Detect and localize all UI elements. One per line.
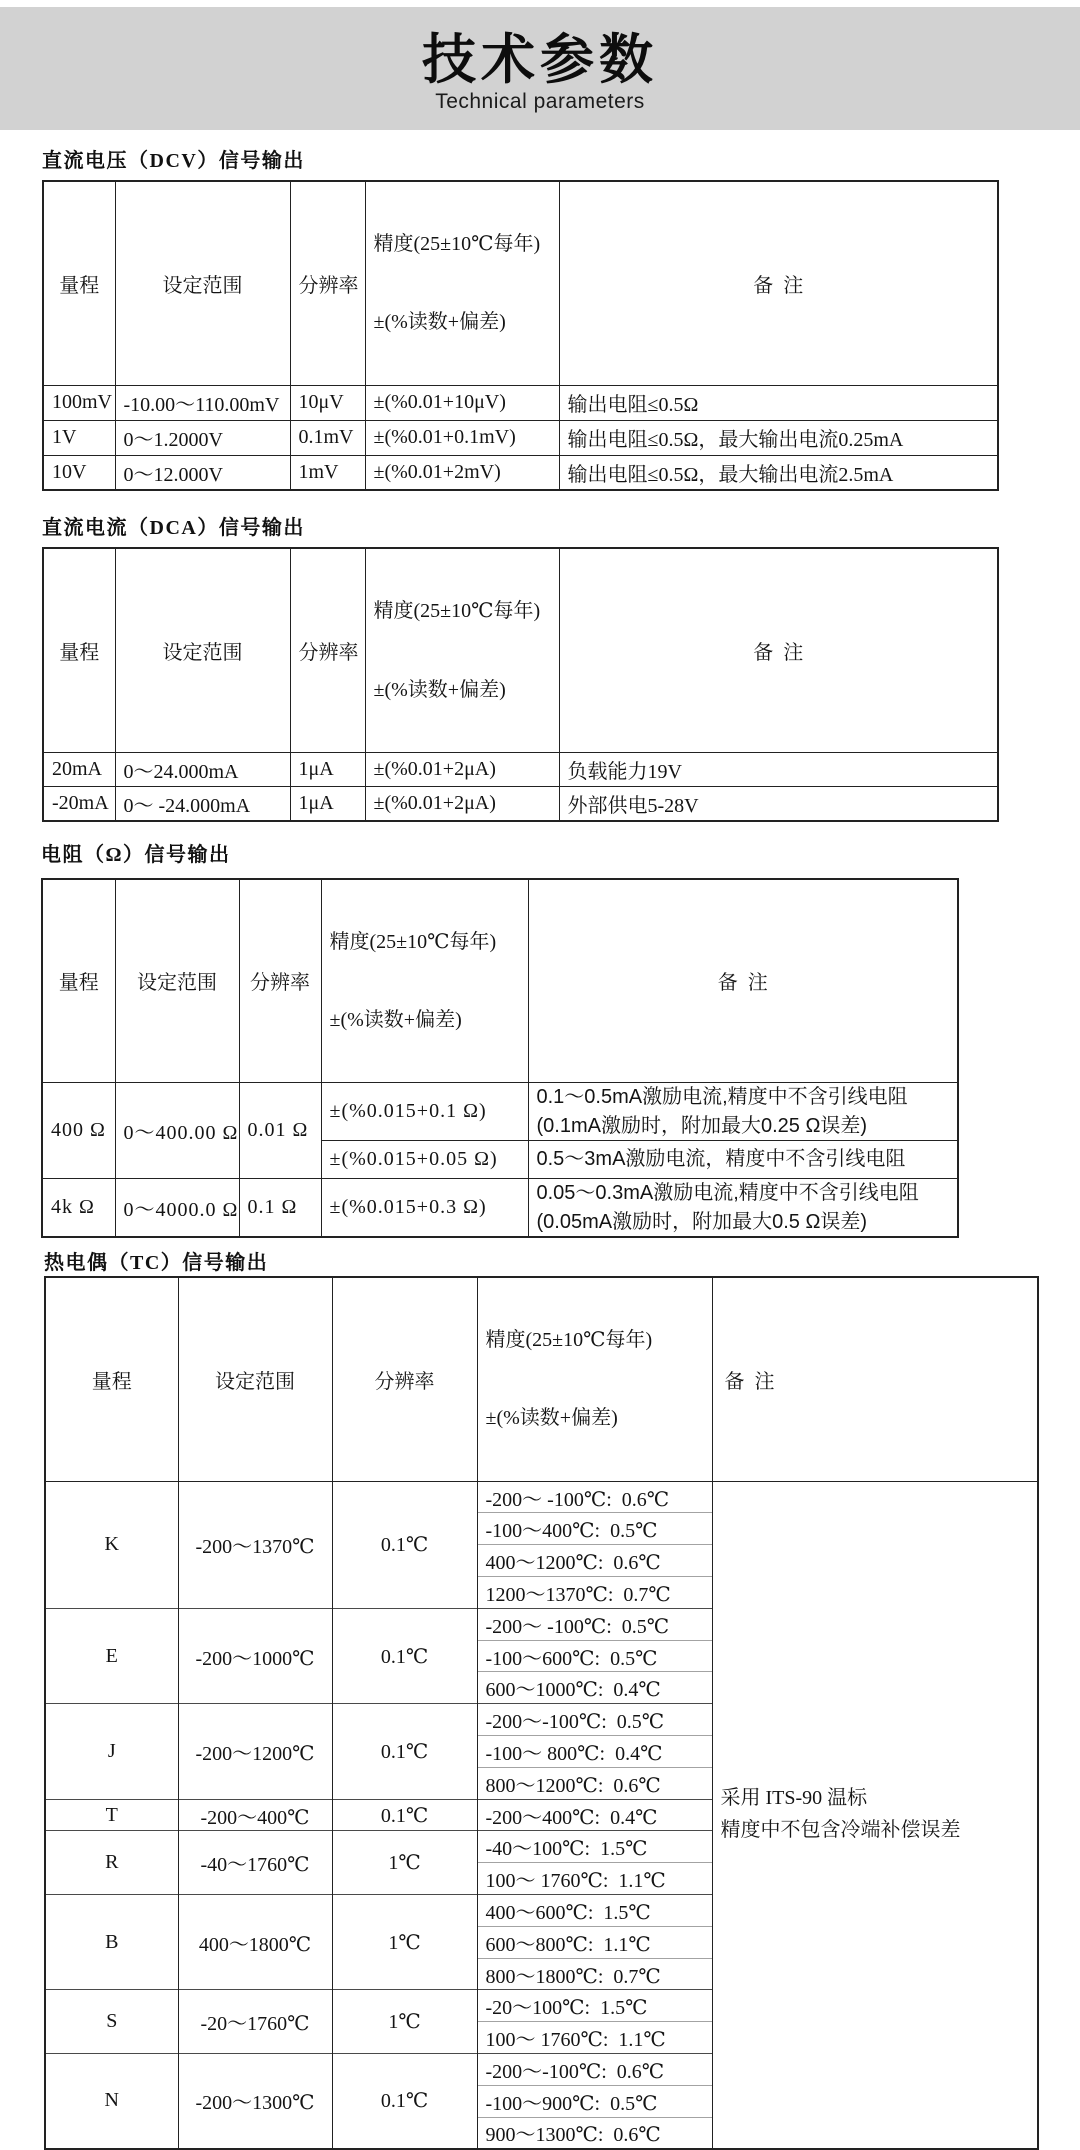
cell-range: E [45, 1608, 178, 1703]
cell-resolution: 0.1 Ω [239, 1179, 321, 1237]
cell-resolution: 0.1℃ [332, 1799, 477, 1831]
cell-accuracy: 800～1200℃: 0.6℃ [477, 1767, 712, 1799]
cell-accuracy: -200～ -100℃: 0.5℃ [477, 1608, 712, 1640]
cell-remark: 外部供电5-28V [559, 787, 998, 821]
col-header-remark: 备 注 [712, 1277, 1038, 1481]
cell-remark: 输出电阻≤0.5Ω，最大输出电流2.5mA [559, 455, 998, 490]
cell-accuracy: ±(%0.015+0.1 Ω) [321, 1083, 528, 1141]
cell-range: -20mA [43, 787, 115, 821]
cell-set-range: -10.00～110.00mV [115, 385, 290, 420]
cell-remark: 0.5～3mA激励电流，精度中不含引线电阻 [528, 1141, 958, 1179]
cell-range: 10V [43, 455, 115, 490]
cell-accuracy: ±(%0.015+0.3 Ω) [321, 1179, 528, 1237]
ohm-table [41, 878, 959, 1238]
col-header-accuracy [365, 181, 559, 385]
table-row [43, 787, 998, 821]
page-subtitle: Technical parameters [435, 90, 645, 113]
cell-remark: 输出电阻≤0.5Ω [559, 385, 998, 420]
col-header-range: 量程 [42, 879, 115, 1083]
col-header-set-range: 设定范围 [115, 181, 290, 385]
table-row [43, 753, 998, 787]
table-row [42, 1179, 958, 1237]
cell-range: 100mV [43, 385, 115, 420]
cell-accuracy: -100～600℃: 0.5℃ [477, 1640, 712, 1672]
cell-set-range: -200～1200℃ [178, 1704, 332, 1799]
section-heading-tc: 热电偶（TC）信号输出 [44, 1251, 269, 1274]
cell-remark: 0.05～0.3mA激励电流,精度中不含引线电阻 (0.05mA激励时，附加最大0.5 Ω误差) [528, 1179, 958, 1237]
cell-range: N [45, 2054, 178, 2149]
cell-accuracy: 400～600℃: 1.5℃ [477, 1895, 712, 1927]
cell-resolution: 0.01 Ω [239, 1083, 321, 1179]
cell-set-range: -20～1760℃ [178, 1990, 332, 2054]
cell-range: S [45, 1990, 178, 2054]
cell-accuracy: -100～ 800℃: 0.4℃ [477, 1736, 712, 1768]
cell-resolution: 1μA [290, 753, 365, 787]
cell-range: 20mA [43, 753, 115, 787]
col-header-remark: 备 注 [528, 879, 958, 1083]
cell-set-range: -200～1300℃ [178, 2054, 332, 2149]
table-row [43, 420, 998, 455]
header-row [43, 548, 998, 752]
cell-remark: 采用 ITS-90 温标 精度中不包含冷端补偿误差 [712, 1481, 1038, 2149]
col-header-set-range: 设定范围 [115, 879, 239, 1083]
cell-accuracy: -200～ -100℃: 0.6℃ [477, 1481, 712, 1513]
table-row [43, 455, 998, 490]
header-row [42, 879, 958, 1083]
cell-resolution: 1℃ [332, 1895, 477, 1990]
cell-range: 400 Ω [42, 1083, 115, 1179]
cell-resolution: 0.1℃ [332, 1704, 477, 1799]
col-header-range: 量程 [45, 1277, 178, 1481]
accuracy-header-line2: ±(%读数+偏差) [373, 311, 506, 334]
col-header-range: 量程 [43, 548, 115, 752]
col-header-resolution: 分辨率 [239, 879, 321, 1083]
cell-accuracy: ±(%0.01+2μA) [365, 787, 559, 821]
cell-accuracy: ±(%0.015+0.05 Ω) [321, 1141, 528, 1179]
cell-range: 4k Ω [42, 1179, 115, 1237]
cell-accuracy: -200～400℃: 0.4℃ [477, 1799, 712, 1831]
section-heading-dca: 直流电流（DCA）信号输出 [42, 517, 305, 540]
cell-range: B [45, 1895, 178, 1990]
accuracy-header-line2: ±(%读数+偏差) [485, 1407, 618, 1430]
accuracy-header-line1: 精度(25±10℃每年) [373, 233, 541, 255]
cell-accuracy: ±(%0.01+10μV) [365, 385, 559, 420]
table-row [43, 385, 998, 420]
accuracy-header-line1: 精度(25±10℃每年) [329, 930, 497, 953]
accuracy-header-line2: ±(%读数+偏差) [373, 678, 506, 701]
cell-accuracy: 600～800℃: 1.1℃ [477, 1926, 712, 1958]
cell-set-range: -200～1370℃ [178, 1481, 332, 1608]
col-header-accuracy [365, 548, 559, 752]
cell-accuracy: 400～1200℃: 0.6℃ [477, 1545, 712, 1577]
accuracy-header-line1: 精度(25±10℃每年) [485, 1328, 653, 1351]
table-row [45, 1481, 1038, 1513]
col-header-resolution: 分辨率 [290, 548, 365, 752]
col-header-accuracy [477, 1277, 712, 1481]
tc-table [44, 1276, 1039, 2150]
cell-accuracy: -200～-100℃: 0.6℃ [477, 2054, 712, 2086]
cell-set-range: 0～24.000mA [115, 753, 290, 787]
accuracy-header-line2: ±(%读数+偏差) [329, 1008, 462, 1031]
col-header-resolution: 分辨率 [332, 1277, 477, 1481]
cell-resolution: 1μA [290, 787, 365, 821]
col-header-set-range: 设定范围 [178, 1277, 332, 1481]
cell-remark: 负载能力19V [559, 753, 998, 787]
dca-table [42, 547, 999, 821]
cell-set-range: 0～ -24.000mA [115, 787, 290, 821]
dcv-table [42, 180, 999, 491]
cell-set-range: 0～4000.0 Ω [115, 1179, 239, 1237]
cell-resolution: 1mV [290, 455, 365, 490]
cell-accuracy: -40～100℃: 1.5℃ [477, 1831, 712, 1863]
cell-accuracy: 1200～1370℃: 0.7℃ [477, 1577, 712, 1609]
cell-accuracy: -100～900℃: 0.5℃ [477, 2085, 712, 2117]
cell-accuracy: 100～ 1760℃: 1.1℃ [477, 2022, 712, 2054]
section-heading-ohm: 电阻（Ω）信号输出 [41, 843, 231, 866]
cell-set-range: -40～1760℃ [178, 1831, 332, 1895]
cell-resolution: 0.1℃ [332, 1481, 477, 1608]
cell-set-range: 400～1800℃ [178, 1895, 332, 1990]
cell-remark: 0.1～0.5mA激励电流,精度中不含引线电阻 (0.1mA激励时，附加最大0.25 Ω误差) [528, 1083, 958, 1141]
cell-set-range: -200～1000℃ [178, 1608, 332, 1703]
cell-resolution: 10μV [290, 385, 365, 420]
cell-resolution: 0.1℃ [332, 2054, 477, 2149]
cell-set-range: 0～400.00 Ω [115, 1083, 239, 1179]
cell-set-range: 0～12.000V [115, 455, 290, 490]
cell-range: R [45, 1831, 178, 1895]
cell-range: J [45, 1704, 178, 1799]
cell-accuracy: ±(%0.01+2μA) [365, 753, 559, 787]
col-header-resolution: 分辨率 [290, 181, 365, 385]
cell-accuracy: 900～1300℃: 0.6℃ [477, 2117, 712, 2149]
cell-set-range: -200～400℃ [178, 1799, 332, 1831]
cell-resolution: 0.1℃ [332, 1608, 477, 1703]
cell-accuracy: -20～100℃: 1.5℃ [477, 1990, 712, 2022]
cell-accuracy: -200～-100℃: 0.5℃ [477, 1704, 712, 1736]
header-row [43, 181, 998, 385]
header-row [45, 1277, 1038, 1481]
cell-range: K [45, 1481, 178, 1608]
cell-accuracy: 600～1000℃: 0.4℃ [477, 1672, 712, 1704]
cell-accuracy: -100～400℃: 0.5℃ [477, 1513, 712, 1545]
cell-remark: 输出电阻≤0.5Ω，最大输出电流0.25mA [559, 420, 998, 455]
section-heading-dcv: 直流电压（DCV）信号输出 [42, 150, 305, 172]
col-header-set-range: 设定范围 [115, 548, 290, 752]
accuracy-header-line1: 精度(25±10℃每年) [373, 600, 541, 623]
cell-accuracy: 100～ 1760℃: 1.1℃ [477, 1863, 712, 1895]
banner [0, 7, 1080, 130]
page-title: 技术参数 [422, 30, 658, 90]
cell-resolution: 1℃ [332, 1831, 477, 1895]
cell-set-range: 0～1.2000V [115, 420, 290, 455]
cell-range: T [45, 1799, 178, 1831]
cell-resolution: 0.1mV [290, 420, 365, 455]
col-header-remark: 备 注 [559, 548, 998, 752]
cell-resolution: 1℃ [332, 1990, 477, 2054]
table-row [42, 1083, 958, 1141]
cell-accuracy: ±(%0.01+2mV) [365, 455, 559, 490]
cell-range: 1V [43, 420, 115, 455]
col-header-accuracy [321, 879, 528, 1083]
cell-accuracy: 800～1800℃: 0.7℃ [477, 1958, 712, 1990]
cell-accuracy: ±(%0.01+0.1mV) [365, 420, 559, 455]
col-header-range: 量程 [43, 181, 115, 385]
top-strip [0, 0, 1080, 7]
col-header-remark: 备 注 [559, 181, 998, 385]
